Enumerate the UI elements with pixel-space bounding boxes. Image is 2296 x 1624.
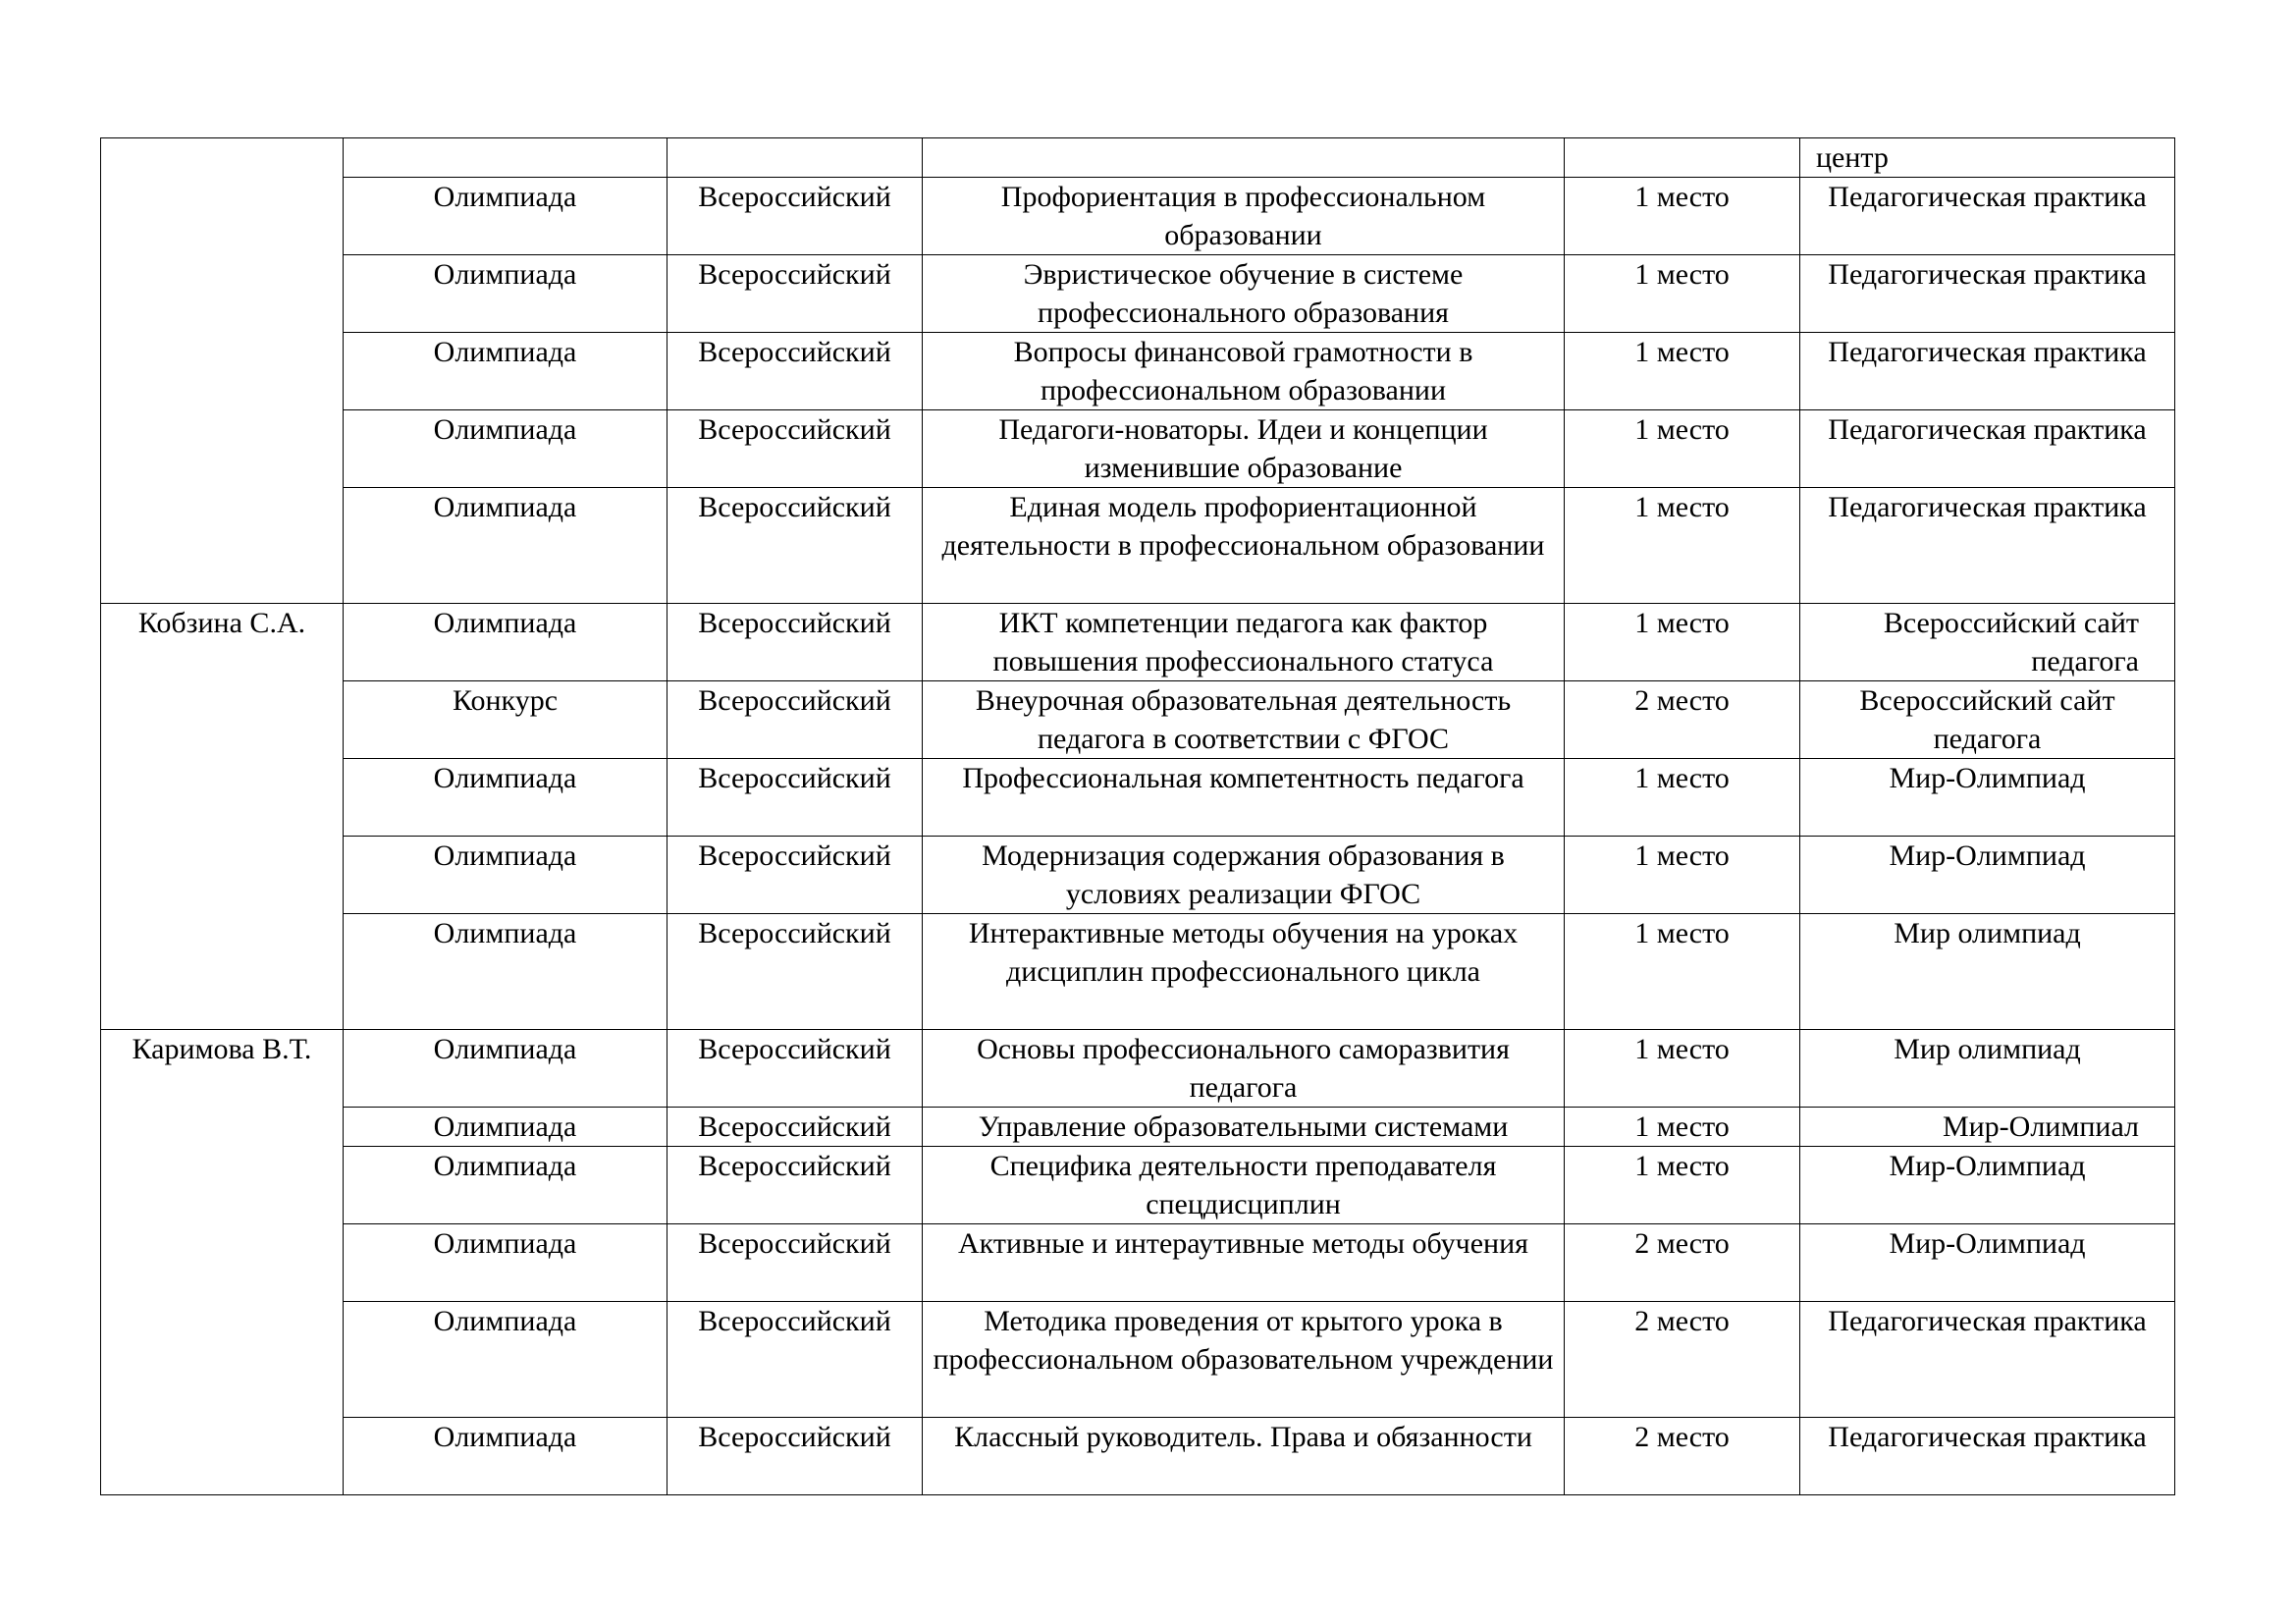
organizer-cell: Педагогическая практика (1800, 1302, 2175, 1418)
result-cell: 1 место (1565, 604, 1800, 681)
table-row (101, 333, 2175, 410)
awards-table (100, 137, 2175, 1495)
table-row (101, 255, 2175, 333)
topic-cell: Модернизация содержания образования в условиях реализации ФГОС (923, 837, 1565, 914)
table-row (101, 1224, 2175, 1302)
type-cell: Олимпиада (344, 1147, 667, 1224)
type-cell: Олимпиада (344, 1302, 667, 1418)
topic-cell: Внеурочная образовательная деятельность педагога в соответствии с ФГОС (923, 681, 1565, 759)
level-cell: Всероссийский (667, 914, 923, 1030)
type-cell: Олимпиада (344, 759, 667, 837)
organizer-cell: Педагогическая практика (1800, 1418, 2175, 1495)
table-row (101, 138, 2175, 178)
level-cell: Всероссийский (667, 759, 923, 837)
topic-cell: Профессиональная компетентность педагога (923, 759, 1565, 837)
type-cell: Олимпиада (344, 488, 667, 604)
topic-cell: Педагоги-новаторы. Идеи и концепции изменившие образование (923, 410, 1565, 488)
organizer-cell: Мир-Олимпиад (1800, 1224, 2175, 1302)
result-cell: 1 место (1565, 410, 1800, 488)
level-cell: Всероссийский (667, 488, 923, 604)
table-row (101, 488, 2175, 604)
result-cell: 1 место (1565, 837, 1800, 914)
level-cell: Всероссийский (667, 333, 923, 410)
topic-cell: Активные и интераутивные методы обучения (923, 1224, 1565, 1302)
topic-cell: Управление образовательными системами (923, 1108, 1565, 1147)
level-cell: Всероссийский (667, 1108, 923, 1147)
type-cell (344, 138, 667, 178)
type-cell: Олимпиада (344, 255, 667, 333)
person-cell (101, 138, 344, 604)
table-row (101, 410, 2175, 488)
type-cell: Олимпиада (344, 178, 667, 255)
result-cell: 1 место (1565, 255, 1800, 333)
table-row (101, 1147, 2175, 1224)
topic-cell: Классный руководитель. Права и обязанности (923, 1418, 1565, 1495)
organizer-cell: Педагогическая практика (1800, 178, 2175, 255)
level-cell: Всероссийский (667, 1147, 923, 1224)
type-cell: Олимпиада (344, 410, 667, 488)
topic-cell: Вопросы финансовой грамотности в профессиональном образовании (923, 333, 1565, 410)
result-cell (1565, 138, 1800, 178)
organizer-cell: Всероссийский сайт педагога (1800, 681, 2175, 759)
result-cell: 1 место (1565, 488, 1800, 604)
topic-cell: Профориентация в профессиональном образовании (923, 178, 1565, 255)
result-cell: 1 место (1565, 1108, 1800, 1147)
topic-cell (923, 138, 1565, 178)
type-cell: Олимпиада (344, 1030, 667, 1108)
table-row (101, 681, 2175, 759)
result-cell: 2 место (1565, 1224, 1800, 1302)
level-cell: Всероссийский (667, 1302, 923, 1418)
result-cell: 1 место (1565, 333, 1800, 410)
type-cell: Конкурс (344, 681, 667, 759)
topic-cell: Интерактивные методы обучения на уроках дисциплин профессионального цикла (923, 914, 1565, 1030)
organizer-cell: Всероссийский сайт педагога (1800, 604, 2175, 681)
level-cell: Всероссийский (667, 604, 923, 681)
result-cell: 1 место (1565, 1147, 1800, 1224)
table-row (101, 1108, 2175, 1147)
result-cell: 1 место (1565, 759, 1800, 837)
level-cell: Всероссийский (667, 1418, 923, 1495)
topic-cell: Эвристическое обучение в системе профессионального образования (923, 255, 1565, 333)
organizer-cell: Педагогическая практика (1800, 410, 2175, 488)
table-row (101, 604, 2175, 681)
level-cell: Всероссийский (667, 1030, 923, 1108)
result-cell: 2 место (1565, 1418, 1800, 1495)
table-row (101, 178, 2175, 255)
level-cell: Всероссийский (667, 410, 923, 488)
topic-cell: Специфика деятельности преподавателя спецдисциплин (923, 1147, 1565, 1224)
result-cell: 1 место (1565, 178, 1800, 255)
organizer-cell: Мир олимпиад (1800, 914, 2175, 1030)
type-cell: Олимпиада (344, 1224, 667, 1302)
type-cell: Олимпиада (344, 837, 667, 914)
organizer-cell: Педагогическая практика (1800, 255, 2175, 333)
organizer-cell: Мир олимпиад (1800, 1030, 2175, 1108)
type-cell: Олимпиада (344, 1418, 667, 1495)
table-row (101, 1302, 2175, 1418)
awards-table-body (101, 138, 2175, 1495)
level-cell: Всероссийский (667, 837, 923, 914)
level-cell: Всероссийский (667, 1224, 923, 1302)
table-row (101, 1030, 2175, 1108)
table-row (101, 759, 2175, 837)
level-cell: Всероссийский (667, 178, 923, 255)
type-cell: Олимпиада (344, 333, 667, 410)
organizer-cell: Мир-Олимпиад (1800, 1147, 2175, 1224)
topic-cell: Основы профессионального саморазвития педагога (923, 1030, 1565, 1108)
type-cell: Олимпиада (344, 914, 667, 1030)
topic-cell: Методика проведения от крытого урока в профессиональном образовательном учреждении (923, 1302, 1565, 1418)
organizer-cell: Мир-Олимпиад (1800, 837, 2175, 914)
organizer-cell: Педагогическая практика (1800, 333, 2175, 410)
person-cell: Каримова В.Т. (101, 1030, 344, 1495)
result-cell: 2 место (1565, 1302, 1800, 1418)
type-cell: Олимпиада (344, 604, 667, 681)
table-row (101, 1418, 2175, 1495)
topic-cell: ИКТ компетенции педагога как фактор повышения профессионального статуса (923, 604, 1565, 681)
type-cell: Олимпиада (344, 1108, 667, 1147)
result-cell: 1 место (1565, 914, 1800, 1030)
organizer-cell: Мир-Олимпиал (1800, 1108, 2175, 1147)
table-row (101, 837, 2175, 914)
result-cell: 1 место (1565, 1030, 1800, 1108)
organizer-cell: центр (1800, 138, 2175, 178)
result-cell: 2 место (1565, 681, 1800, 759)
organizer-cell: Педагогическая практика (1800, 488, 2175, 604)
organizer-cell: Мир-Олимпиад (1800, 759, 2175, 837)
level-cell (667, 138, 923, 178)
person-cell: Кобзина С.А. (101, 604, 344, 1030)
table-row (101, 914, 2175, 1030)
topic-cell: Единая модель профориентационной деятельности в профессиональном образовании (923, 488, 1565, 604)
level-cell: Всероссийский (667, 681, 923, 759)
level-cell: Всероссийский (667, 255, 923, 333)
